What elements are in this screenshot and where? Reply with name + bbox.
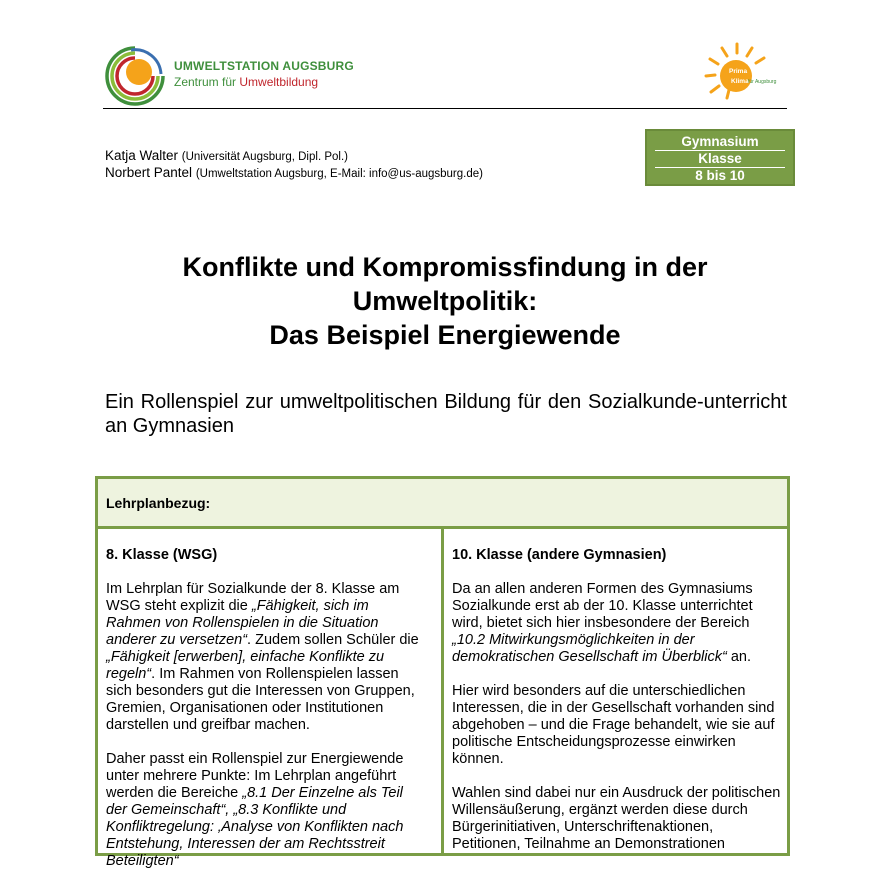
right-paragraph: Wahlen sind dabei nur ein Ausdruck der politischen Willensäußerung, ergänzt werden diese durch Bürgerinitiativen, Unterschriftenaktionen, Petitionen, Teilnahme an Demonstrationen (452, 785, 781, 852)
logo-text-augsburg: für Augsburg (748, 79, 777, 85)
grade-badge-class: Klasse (655, 151, 785, 168)
right-paragraph: Da an allen anderen Formen des Gymnasiums Sozialkunde erst ab der 10. Klasse unterrichtet wird, bietet sich hier insbesondere der Bereich „10.2 Mitwirkungsmöglichkeiten in der demokratischen Gesellschaft im Überblick“ an. (452, 581, 753, 665)
umweltstation-logo-icon (103, 44, 167, 108)
left-paragraph: Im Lehrplan für Sozialkunde der 8. Klasse am WSG steht explizit die „Fähigkeit, sich im Rahmen von Rollenspielen in die Situation anderer zu versetzen“. Zudem sollen Schüler die „Fähigkeit [erwerben], einfache Konflikte zu regeln“. Im Rahmen von Rollenspielen lassen sich besonders gut die Interessen von Gruppen, Gremien, Organisationen oder Institutionen darstellen und greifbar machen. (106, 581, 419, 733)
curriculum-table (95, 476, 790, 869)
logo-text-prima: Prima (729, 68, 748, 75)
document-subtitle: Ein Rollenspiel zur umweltpolitischen Bildung für den Sozialkunde-unterricht an Gymnasien (105, 391, 787, 437)
left-paragraph: Daher passt ein Rollenspiel zur Energiewende unter mehrere Punkte: Im Lehrplan angeführt werden die Bereiche „8.1 Der Einzelne als Teil der Gemeinschaft“, „8.3 Konflikte und Konfliktregelung: ‚Analyse von Konflikten nach Entstehung, Interessen der am Rechtsstreit Beteiligten“ (106, 751, 404, 869)
grade-badge (645, 129, 795, 186)
column-divider (441, 529, 444, 853)
prima-klima-logo-icon (694, 42, 790, 100)
author-line: Norbert Pantel (Umweltstation Augsburg, E-Mail: info@us-augsburg.de) (105, 165, 483, 180)
left-column (106, 547, 426, 887)
org-name: UMWELTSTATION AUGSBURG (174, 59, 354, 73)
right-column-heading: 10. Klasse (andere Gymnasien) (452, 547, 667, 563)
table-header (98, 479, 787, 529)
right-paragraph: Hier wird besonders auf die unterschiedlichen Interessen, die in der Gesellschaft vorhanden sind abgehoben – und die Frage behandelt, wie sie auf politische Entscheidungsprozesse einwirken können. (452, 683, 775, 767)
table-header-label: Lehrplanbezug: (106, 495, 211, 511)
org-subtitle: Zentrum für Umweltbildung (174, 75, 319, 89)
grade-badge-range: 8 bis 10 (695, 168, 745, 183)
document-title: Konflikte und Kompromissfindung in der Umweltpolitik: Das Beispiel Energiewende (182, 252, 708, 350)
header-divider (103, 108, 787, 109)
author-line: Katja Walter (Universität Augsburg, Dipl. Pol.) (105, 148, 348, 163)
right-column (452, 547, 782, 870)
left-column-heading: 8. Klasse (WSG) (106, 547, 218, 563)
logo-text-klima: Klima (731, 78, 749, 85)
grade-badge-school: Gymnasium (655, 134, 785, 151)
